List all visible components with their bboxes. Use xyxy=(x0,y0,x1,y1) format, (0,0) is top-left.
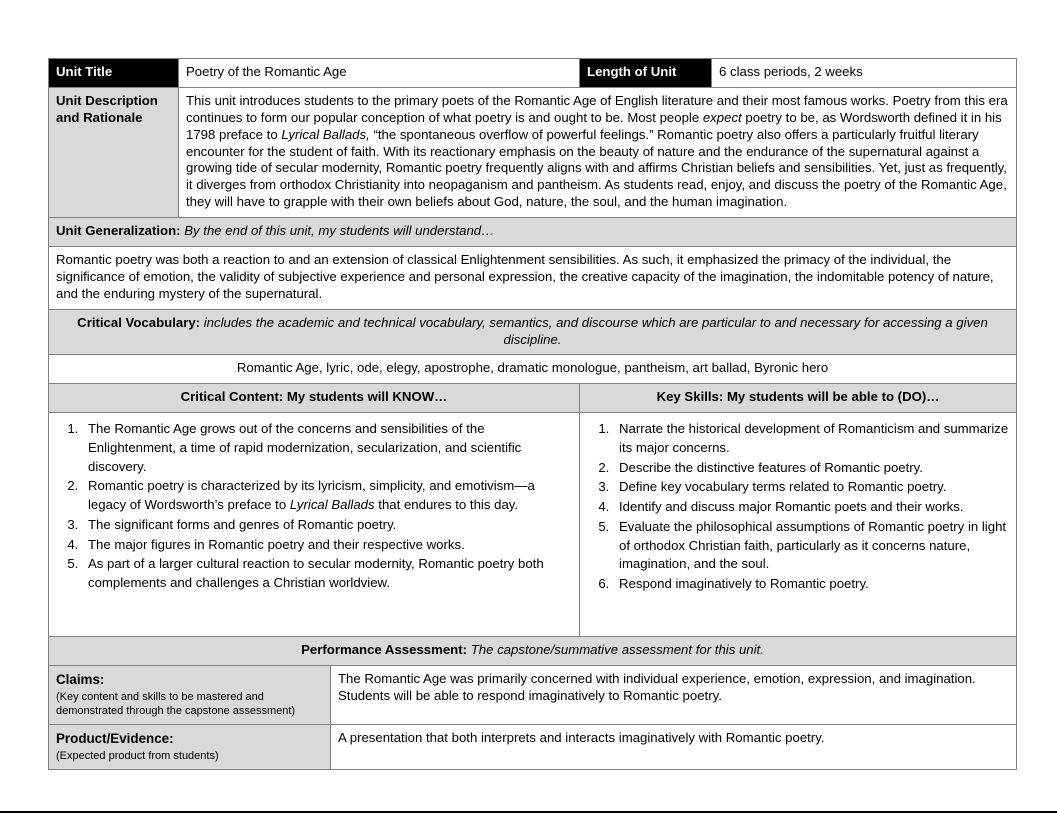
key-skills-header: Key Skills: My students will be able to (DO)… xyxy=(580,384,1017,413)
footer-divider xyxy=(0,811,1057,813)
performance-assessment-banner xyxy=(49,637,1017,666)
critical-content-header: Critical Content: My students will KNOW… xyxy=(49,384,580,413)
critical-content-item-italic: Lyrical Ballads xyxy=(289,497,375,513)
length-of-unit-label: Length of Unit xyxy=(580,59,712,88)
table-row-claims xyxy=(49,666,1017,725)
table-row-unit-generalization-banner xyxy=(49,218,1017,247)
critical-content-cell xyxy=(49,413,580,637)
critical-content-item xyxy=(82,555,572,592)
critical-content-item-text: The significant forms and genres of Romantic poetry. xyxy=(88,516,397,532)
critical-content-item-text-tail: that endures to this day. xyxy=(374,497,519,513)
unit-title-label: Unit Title xyxy=(49,59,179,88)
key-skills-item: 3. Define key vocabulary terms related to Romantic poetry. xyxy=(613,478,1009,497)
critical-vocabulary-terms: Romantic Age, lyric, ode, elegy, apostrophe, dramatic monologue, pantheism, art ballad, Byronic hero xyxy=(49,355,1017,384)
key-skills-item: 2. Describe the distinctive features of Romantic poetry. xyxy=(613,459,1009,478)
unit-description-text-2: poetry to be, as Wordsworth defined it in his 1798 preface to xyxy=(186,109,1002,142)
key-skills-cell xyxy=(580,413,1017,637)
performance-assessment-prompt: The capstone/summative assessment for this unit. xyxy=(470,642,764,658)
unit-generalization-prompt: By the end of this unit, my students will understand… xyxy=(184,223,495,239)
table-row-critical-vocabulary-terms xyxy=(49,355,1017,384)
critical-content-item-text: As part of a larger cultural reaction to secular modernity, Romantic poetry both complements and challenges a Christian worldview. xyxy=(88,556,544,591)
table-row-content-skills-headers xyxy=(49,384,1017,413)
unit-description-italic-1: expect xyxy=(702,109,742,125)
key-skills-item: 5. Evaluate the philosophical assumptions of Romantic poetry in light of orthodox Christian faith, particularly as it concerns nature, imagination, and the soul. xyxy=(613,518,1009,574)
table-row-unit-description xyxy=(49,87,1017,217)
claims-text: The Romantic Age was primarily concerned with individual experience, emotion, expression, and imagination. Students will be able to respond imaginatively to Romantic poetry. xyxy=(331,666,1017,725)
table-row-critical-vocabulary-banner xyxy=(49,309,1017,355)
critical-content-item xyxy=(82,420,572,476)
length-of-unit-value: 6 class periods, 2 weeks xyxy=(712,59,1017,88)
product-evidence-text: A presentation that both interprets and interacts imaginatively with Romantic poetry. xyxy=(331,725,1017,770)
unit-description-value xyxy=(179,87,1017,217)
product-evidence-label-cell xyxy=(49,725,331,770)
critical-content-item-text: The Romantic Age grows out of the concerns and sensibilities of the Enlightenment, a time of rapid modernization, secularization, and scientific discovery. xyxy=(88,421,522,474)
key-skills-item: 1. Narrate the historical development of Romanticism and summarize its major concerns. xyxy=(613,420,1009,457)
claims-sublabel: (Key content and skills to be mastered and demonstrated through the capstone assessment) xyxy=(56,691,296,718)
claims-label: Claims: xyxy=(56,672,105,688)
product-evidence-sublabel: (Expected product from students) xyxy=(56,750,219,763)
critical-content-item xyxy=(82,516,572,535)
claims-label-cell xyxy=(49,666,331,725)
table-row-performance-assessment-banner xyxy=(49,637,1017,666)
unit-description-italic-2: Lyrical Ballads, xyxy=(281,126,370,142)
unit-generalization-banner xyxy=(49,218,1017,247)
critical-vocabulary-label: Critical Vocabulary: xyxy=(77,314,201,330)
table-row-unit-generalization-body xyxy=(49,247,1017,310)
unit-title-value: Poetry of the Romantic Age xyxy=(179,59,580,88)
unit-description-text-3: “the spontaneous overflow of powerful feelings.” Romantic poetry also offers a particularly fruitful literary encounter for the student of faith. With its reactionary emphasis on the beauty of nature and the endurance of the supernatural against a growing tide of secular modernity, Romantic poetry frequently aligns with and affirms Christian beliefs and sensibilities. Yet, just as frequently, it diverges from orthodox Christianity into neopaganism and pantheism. As students read, enjoy, and discuss the poetry of the Romantic Age, they will have to grapple with their own beliefs about God, nature, the soul, and the human imagination. xyxy=(186,126,1007,210)
critical-content-item xyxy=(82,477,572,514)
critical-content-item xyxy=(82,536,572,555)
table-row-product-evidence xyxy=(49,725,1017,770)
critical-vocabulary-prompt: includes the academic and technical vocabulary, semantics, and discourse which are particular to and necessary for accessing a given discipline. xyxy=(203,314,988,347)
product-evidence-label: Product/Evidence: xyxy=(56,731,174,747)
critical-content-item-text: Romantic poetry is characterized by its lyricism, simplicity, and emotivism—a legacy of Wordsworth’s preface to xyxy=(88,478,535,513)
key-skills-list xyxy=(587,420,1009,594)
unit-description-text-1: This unit introduces students to the primary poets of the Romantic Age of English literature and their most famous works. Poetry from this era continues to form our popular conception of what poetry is and ought to be. Most people xyxy=(186,92,1008,125)
critical-content-item-text: The major figures in Romantic poetry and their respective works. xyxy=(88,536,465,552)
table-row-content-skills-lists xyxy=(49,413,1017,637)
critical-content-list xyxy=(56,420,572,593)
table-row-unit-title xyxy=(49,59,1017,88)
unit-generalization-label: Unit Generalization: xyxy=(56,223,181,239)
unit-plan-table xyxy=(48,58,1017,770)
key-skills-item: 6. Respond imaginatively to Romantic poetry. xyxy=(613,575,1009,594)
performance-assessment-label: Performance Assessment: xyxy=(301,642,468,658)
unit-generalization-text: Romantic poetry was both a reaction to and an extension of classical Enlightenment sensibilities. As such, it emphasized the primacy of the individual, the significance of emotion, the validity of subjective experience and personal expression, the creative capacity of the imagination, the indomitable potency of nature, and the enduring mystery of the supernatural. xyxy=(49,247,1017,310)
critical-vocabulary-banner xyxy=(49,309,1017,355)
unit-description-label: Unit Description and Rationale xyxy=(49,87,179,217)
key-skills-item: 4. Identify and discuss major Romantic poets and their works. xyxy=(613,498,1009,517)
